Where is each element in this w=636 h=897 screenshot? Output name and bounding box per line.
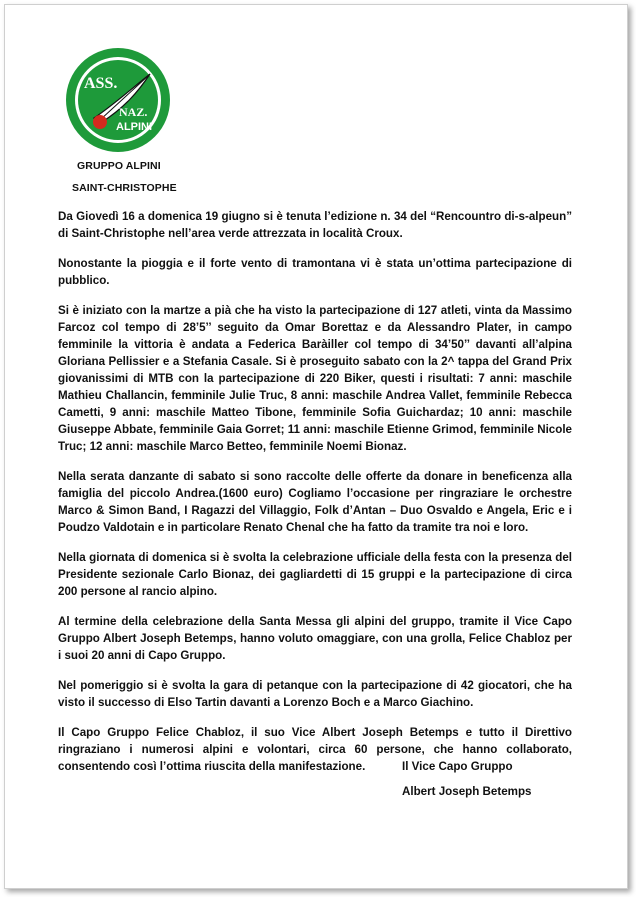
paragraph: Al termine della celebrazione della Santa Messa gli alpini del gruppo, tramite il Vice Capo Gruppo Albert Joseph Betemps, hanno voluto omaggiare, con una grolla, Felice Chabloz per i suoi 20 anni di Capo Gruppo. (58, 615, 572, 662)
org-place: SAINT-CHRISTOPHE (72, 182, 177, 194)
logo-naz-text: NAZ. (119, 105, 148, 119)
ana-emblem-icon (64, 46, 172, 154)
paragraph: Si è iniziato con la martze a pià che ha visto la partecipazione di 127 atleti, vinta da Massimo Farcoz col tempo di 28’5’’ seguito da Omar Borettaz e da Alessandro Plater, in campo femminile la vittoria è andata a Federica Baràiller col tempo di 34’50’’ davanti all’alpina Gloriana Pellissier e a Stefania Casale. Si è proseguito sabato con la 2^ tappa del Grand Prix giovanissimi di MTB con la partecipazione di 220 Biker, questi i risultati: 7 anni: maschile Mathieu Challancin, femminile Julie Truc, 8 anni: maschile Andrea Vallet, femminile Rebecca Cametti, 9 anni: maschile Matteo Tibone, femminile Sofia Guichardaz; 10 anni: maschile Giuseppe Abbate, femminile Gaia Gorret; 11 anni: maschile Etienne Grimod, femminile Nicole Truc; 12 anni: maschile Marco Betteo, femminile Noemi Bionaz. (58, 304, 572, 453)
ana-logo (64, 46, 172, 154)
logo-alpini-text: ALPINI (116, 121, 153, 133)
paragraph: Da Giovedì 16 a domenica 19 giugno si è tenuta l’edizione n. 34 del “Rencountro di-s-alpeun” di Saint-Christophe nell’area verde attrezzata in località Croux. (58, 210, 572, 240)
article-body (58, 208, 572, 788)
signature-role: Il Vice Capo Gruppo (402, 760, 513, 773)
paragraph: Nonostante la pioggia e il forte vento di tramontana vi è stata un’ottima partecipazione di pubblico. (58, 257, 572, 287)
paragraph: Nel pomeriggio si è svolta la gara di petanque con la partecipazione di 42 giocatori, che ha visto il successo di Elso Tartin davanti a Lorenzo Boch e a Marco Giachino. (58, 679, 572, 709)
paragraph: Il Capo Gruppo Felice Chabloz, il suo Vice Albert Joseph Betemps e tutto il Direttivo ringraziano i numerosi alpini e volontari, circa 60 persone, che hanno collaborato, consentendo così l’ottima riuscita della manifestazione. (58, 726, 572, 773)
signature-name: Albert Joseph Betemps (402, 785, 532, 798)
org-name: GRUPPO ALPINI (77, 160, 161, 172)
paragraph: Nella serata danzante di sabato si sono raccolte delle offerte da donare in beneficenza alla famiglia del piccolo Andrea.(1600 euro) Cogliamo l’occasione per ringraziare le orchestre Marco & Simon Band, I Ragazzi del Villaggio, Folk d’Antan – Duo Osvaldo e Angela, Eric e i Poudzo Valdotain e in particolare Renato Chenal che ha fatto da tramite tra noi e loro. (58, 470, 572, 534)
paragraph: Nella giornata di domenica si è svolta la celebrazione ufficiale della festa con la presenza del Presidente sezionale Carlo Bionaz, dei gagliardetti di 15 gruppi e la partecipazione di circa 200 persone al rancio alpino. (58, 551, 572, 598)
logo-ass-text: ASS. (84, 75, 118, 92)
